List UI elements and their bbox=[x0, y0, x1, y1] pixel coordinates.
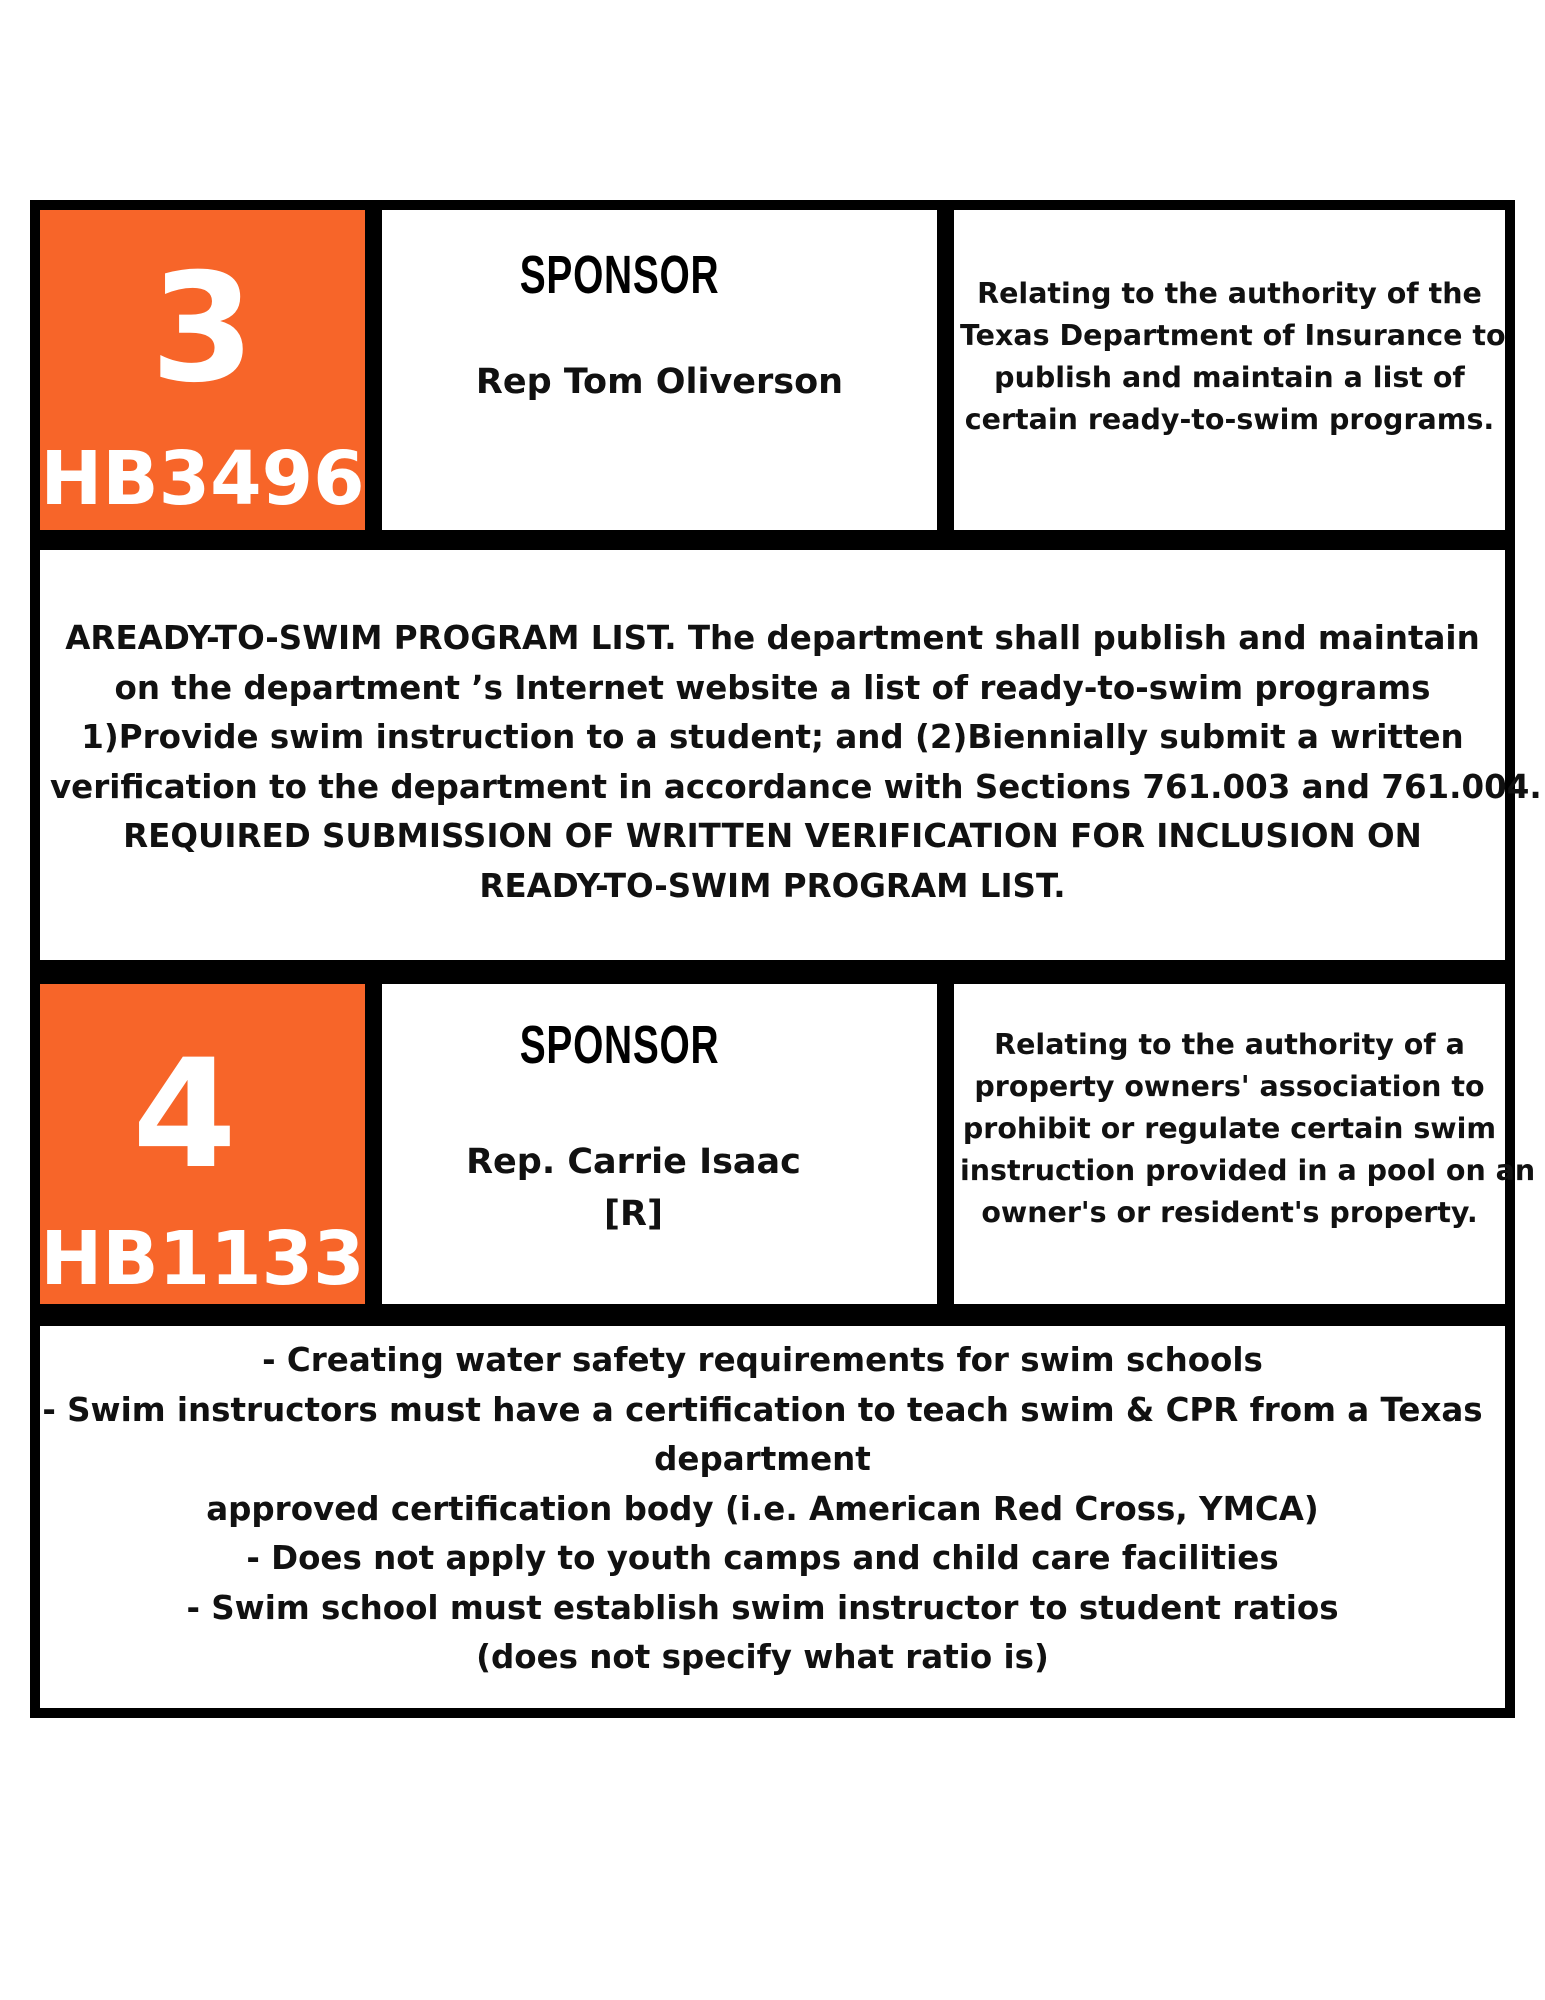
bill-3-number-card bbox=[40, 210, 365, 530]
relating-line: prohibit or regulate certain swim bbox=[962, 1112, 1497, 1145]
summary-line: AREADY-TO-SWIM PROGRAM LIST. The department shall publish and maintain bbox=[65, 619, 1480, 657]
summary-line: (does not specify what ratio is) bbox=[476, 1638, 1049, 1676]
relating-line: property owners' association to bbox=[974, 1070, 1485, 1103]
bill-3-summary-text bbox=[50, 614, 1542, 911]
relating-line: owner's or resident's property. bbox=[981, 1196, 1478, 1229]
summary-line: department bbox=[654, 1440, 871, 1478]
bill-4-summary-card bbox=[40, 1326, 1505, 1708]
bill-4-number-card bbox=[40, 984, 365, 1304]
bill-3-id: HB3496 bbox=[40, 436, 365, 522]
relating-line: instruction provided in a pool on an bbox=[960, 1154, 1536, 1187]
bill-4-relating-card bbox=[954, 984, 1536, 1304]
bill-4-sponsor-label: SPONSOR bbox=[519, 1015, 720, 1075]
bill-4-sponsor-line: Rep. Carrie Isaac bbox=[466, 1142, 801, 1182]
bill-4-id: HB1133 bbox=[40, 1216, 365, 1302]
bill-3-sponsor-line: Rep Tom Oliverson bbox=[475, 362, 844, 402]
relating-line: Relating to the authority of a bbox=[994, 1028, 1465, 1061]
bill-summary-board bbox=[30, 200, 1542, 1718]
bill-3-relating-card bbox=[954, 210, 1505, 530]
relating-line: Texas Department of Insurance to bbox=[960, 319, 1506, 352]
bill-3-sponsor-label: SPONSOR bbox=[519, 245, 720, 305]
summary-line: 1)Provide swim instruction to a student; and (2)Biennially submit a written bbox=[81, 718, 1464, 756]
relating-line: publish and maintain a list of bbox=[994, 361, 1465, 394]
relating-line: certain ready-to-swim programs. bbox=[964, 403, 1495, 436]
bill-4-number: 4 bbox=[132, 1028, 237, 1202]
bill-4-summary-text bbox=[30, 1336, 1495, 1683]
bill-4-relating-text bbox=[960, 1024, 1536, 1234]
relating-line: Relating to the authority of the bbox=[977, 277, 1482, 310]
summary-line: - Swim instructors must have a certification to teach swim & CPR from a Texas bbox=[42, 1390, 1483, 1429]
bill-4-sponsor-line: [R] bbox=[604, 1194, 663, 1234]
bill-3-relating-text bbox=[960, 273, 1506, 441]
summary-line: READY-TO-SWIM PROGRAM LIST. bbox=[479, 866, 1066, 905]
bill-3-sponsor-card bbox=[382, 210, 937, 530]
bill-3-number: 3 bbox=[150, 242, 255, 416]
bill-4-sponsor-card bbox=[382, 984, 937, 1304]
bill-3-sponsor-name bbox=[382, 356, 937, 408]
summary-line: - Swim school must establish swim instructor to student ratios bbox=[186, 1588, 1339, 1627]
bill-4-sponsor-name bbox=[356, 1136, 911, 1240]
summary-line: verification to the department in accordance with Sections 761.003 and 761.004. bbox=[50, 767, 1542, 806]
bill-3-summary-card bbox=[40, 550, 1542, 960]
summary-line: approved certification body (i.e. American Red Cross, YMCA) bbox=[206, 1489, 1319, 1528]
summary-line: on the department ’s Internet website a list of ready-to-swim programs bbox=[114, 668, 1431, 707]
summary-line: - Does not apply to youth camps and child care facilities bbox=[246, 1539, 1279, 1577]
summary-line: - Creating water safety requirements for swim schools bbox=[262, 1341, 1263, 1379]
summary-line: REQUIRED SUBMISSION OF WRITTEN VERIFICATION FOR INCLUSION ON bbox=[123, 817, 1422, 855]
